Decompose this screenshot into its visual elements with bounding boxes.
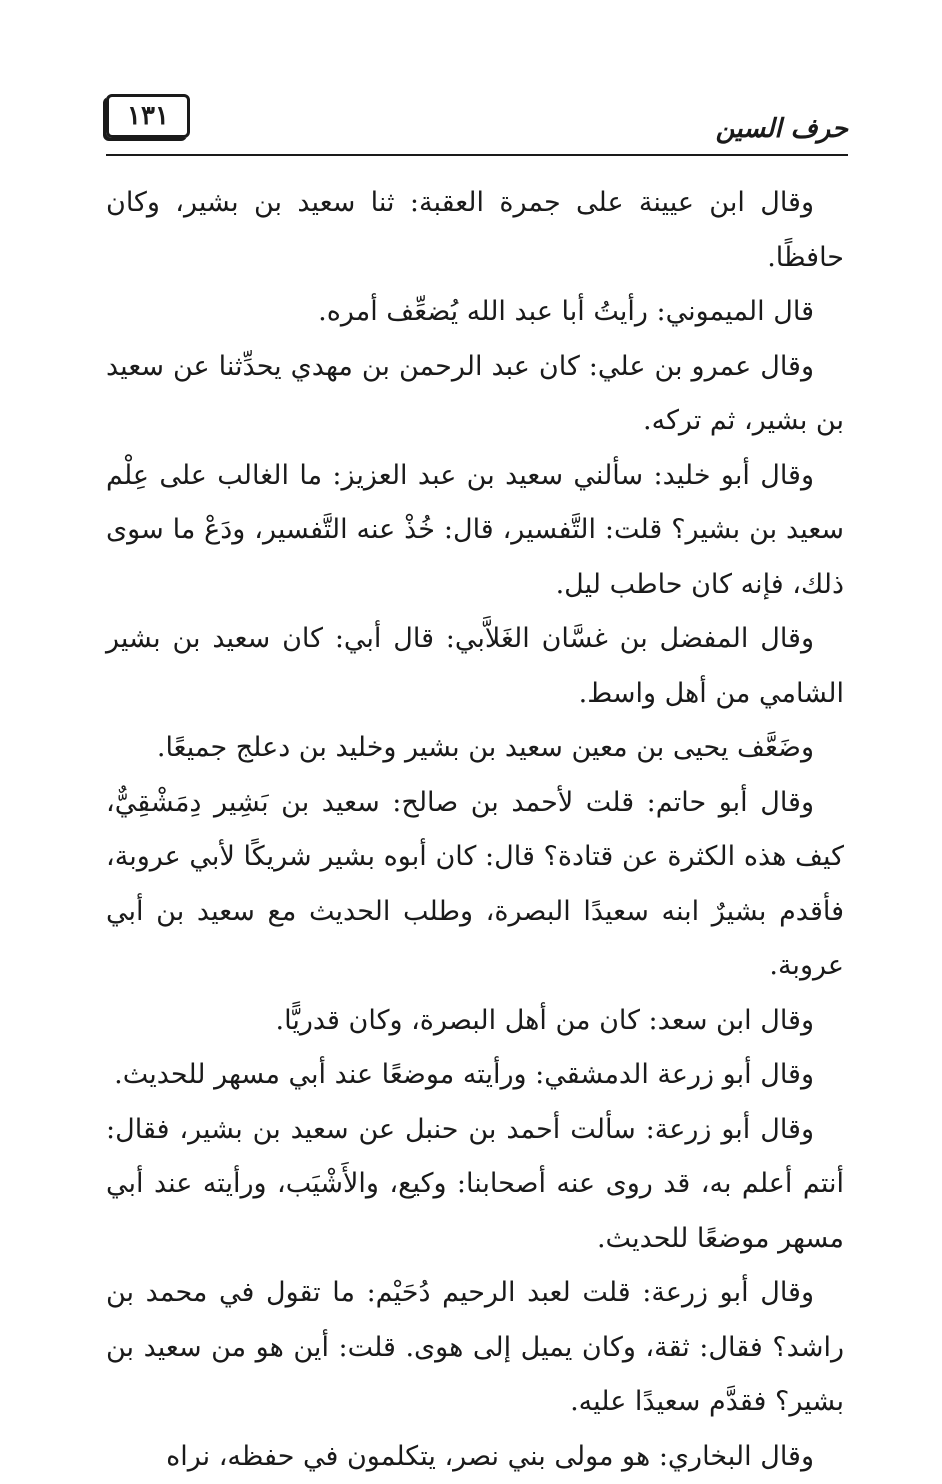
paragraph-6: وضَعَّف يحيى بن معين سعيد بن بشير وخليد بن دعلج جميعًا. <box>106 721 844 776</box>
paragraph-1: وقال ابن عيينة على جمرة العقبة: ثنا سعيد بن بشير، وكان حافظًا. <box>106 176 844 285</box>
paragraph-7: وقال أبو حاتم: قلت لأحمد بن صالح: سعيد بن بَشِير دِمَشْقِيٌّ، كيف هذه الكثرة عن قتادة؟ قال: كان أبوه بشير شريكًا لأبي عروبة، فأقدم بشيرٌ ابنه سعيدًا البصرة، وطلب الحديث مع سعيد بن أبي عروبة. <box>106 776 844 994</box>
paragraph-2: قال الميموني: رأيتُ أبا عبد الله يُضعِّف أمره. <box>106 285 844 340</box>
paragraph-9: وقال أبو زرعة الدمشقي: ورأيته موضعًا عند أبي مسهر للحديث. <box>106 1048 844 1103</box>
text-body <box>106 176 844 1484</box>
paragraph-11: وقال أبو زرعة: قلت لعبد الرحيم دُحَيْم: ما تقول في محمد بن راشد؟ فقال: ثقة، وكان يميل إلى هوى. قلت: أين هو من سعيد بن بشير؟ فقدَّم سعيدًا عليه. <box>106 1266 844 1430</box>
page-header <box>106 92 848 156</box>
page-number: ١٣١ <box>106 94 190 138</box>
paragraph-5: وقال المفضل بن غسَّان الغَلاَّبي: قال أبي: كان سعيد بن بشير الشامي من أهل واسط. <box>106 612 844 721</box>
paragraph-8: وقال ابن سعد: كان من أهل البصرة، وكان قدريًّا. <box>106 994 844 1049</box>
header-rule <box>106 154 848 156</box>
paragraph-12: وقال البخاري: هو مولى بني نصر، يتكلمون في حفظه، نراه <box>106 1430 844 1484</box>
paragraph-3: وقال عمرو بن علي: كان عبد الرحمن بن مهدي يحدِّثنا عن سعيد بن بشير، ثم تركه. <box>106 340 844 449</box>
running-head: حرف السين <box>716 114 848 144</box>
paragraph-10: وقال أبو زرعة: سألت أحمد بن حنبل عن سعيد بن بشير، فقال: أنتم أعلم به، قد روى عنه أصحابنا: وكيع، والأَشْيَب، ورأيته عند أبي مسهر موضعًا للحديث. <box>106 1103 844 1267</box>
paragraph-4: وقال أبو خليد: سألني سعيد بن عبد العزيز: ما الغالب على عِلْم سعيد بن بشير؟ قلت: التَّفسير، قال: خُذْ عنه التَّفسير، ودَعْ ما سوى ذلك، فإنه كان حاطب ليل. <box>106 449 844 613</box>
